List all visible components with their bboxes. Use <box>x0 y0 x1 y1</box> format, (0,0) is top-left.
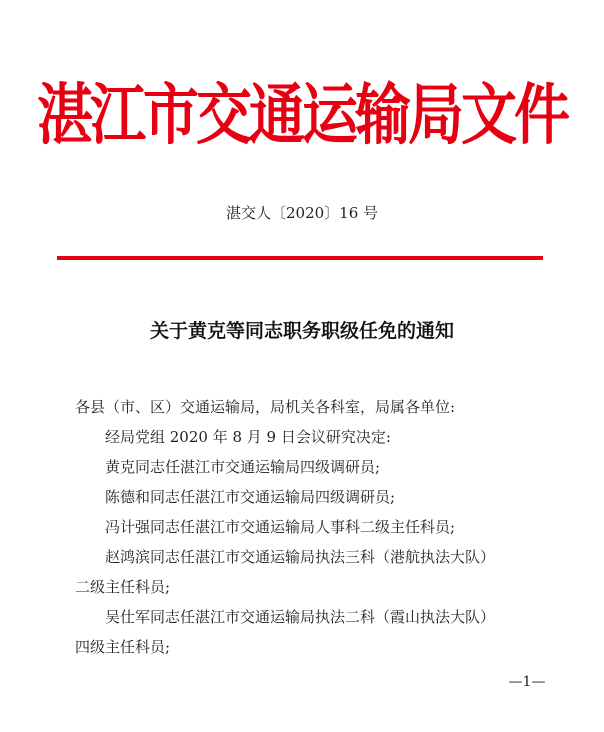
body-paragraph: 经局党组 2020 年 8 月 9 日会议研究决定: <box>105 428 391 446</box>
body-paragraph-continuation: 四级主任科员; <box>75 638 171 656</box>
addressee-line: 各县（市、区）交通运输局，局机关各科室，局属各单位: <box>75 398 456 416</box>
body-paragraph: 赵鸿滨同志任湛江市交通运输局执法三科（港航执法大队） <box>105 548 496 566</box>
page-number: —1— <box>508 674 546 690</box>
document-body <box>75 392 535 662</box>
body-paragraph: 冯计强同志任湛江市交通运输局人事科二级主任科员; <box>105 518 456 536</box>
masthead-title: 湛江市交通运输局文件 <box>37 76 567 155</box>
red-divider-line <box>57 256 543 260</box>
body-paragraph: 陈德和同志任湛江市交通运输局四级调研员; <box>105 488 396 506</box>
body-paragraph-continuation: 二级主任科员; <box>75 578 171 596</box>
document-number: 湛交人〔2020〕16 号 <box>225 204 379 222</box>
document-title: 关于黄克等同志职务职级任免的通知 <box>149 320 454 342</box>
body-paragraph: 吴仕军同志任湛江市交通运输局执法二科（霞山执法大队） <box>105 608 496 626</box>
body-paragraph: 黄克同志任湛江市交通运输局四级调研员; <box>105 458 381 476</box>
